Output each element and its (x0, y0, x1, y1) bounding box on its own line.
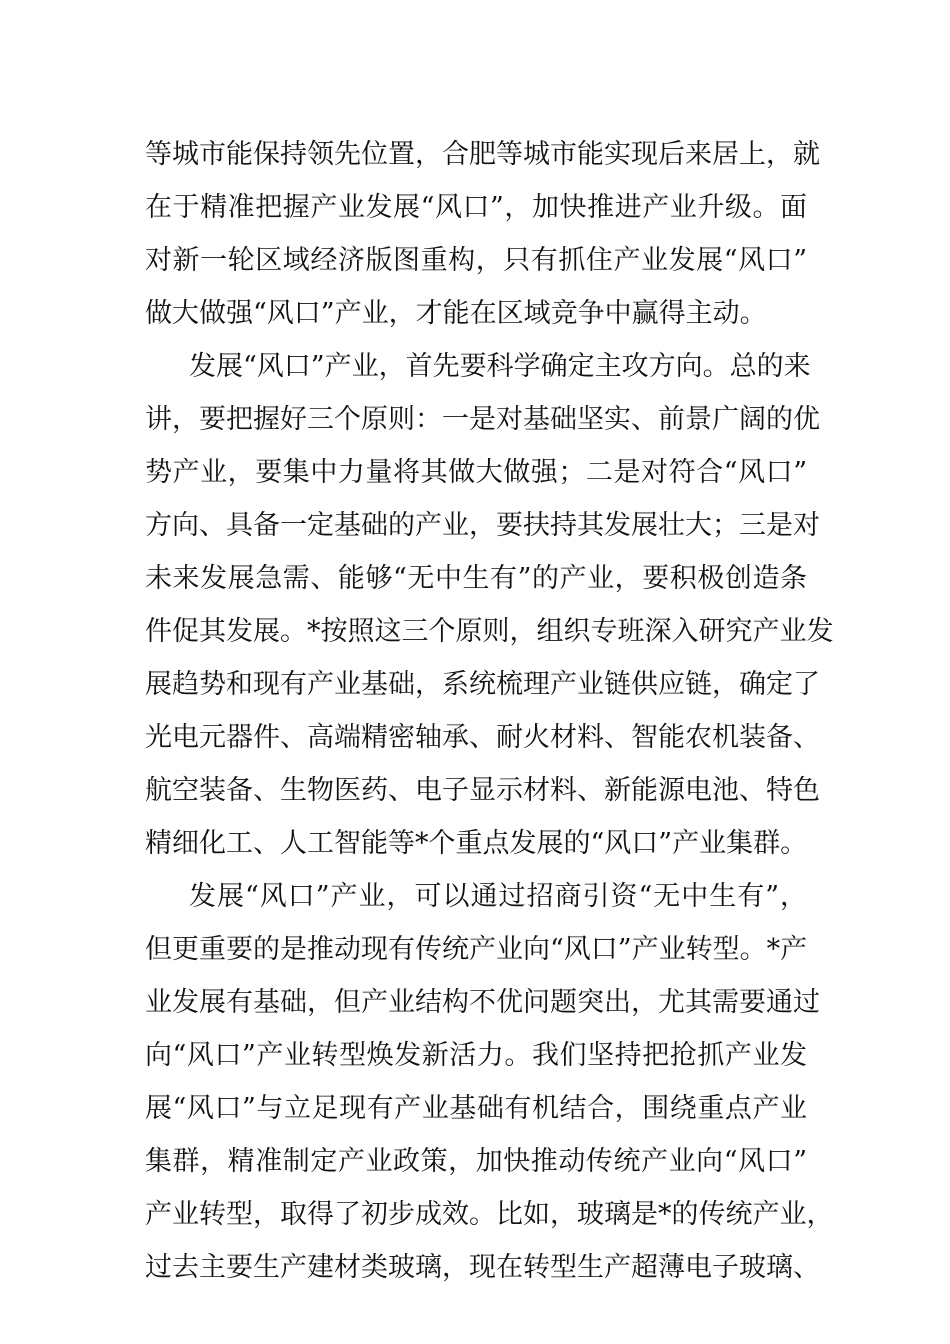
text-line: 集群，精准制定产业政策，加快推动传统产业向“风口” (145, 1146, 807, 1177)
text-line: 方向、具备一定基础的产业，要扶持其发展壮大；三是对 (145, 510, 820, 541)
text-line: 势产业，要集中力量将其做大做强；二是对符合“风口” (145, 457, 807, 488)
text-line: 光电元器件、高端精密轴承、耐火材料、智能农机装备、 (145, 722, 820, 753)
text-line: 向“风口”产业转型焕发新活力。我们坚持把抢抓产业发 (145, 1040, 807, 1071)
text-line: 讲，要把握好三个原则：一是对基础坚实、前景广阔的优 (145, 404, 820, 435)
paragraph-3 (145, 870, 834, 1294)
text-line: 精细化工、人工智能等*个重点发展的“风口”产业集群。 (145, 828, 808, 859)
text-line: 做大做强“风口”产业，才能在区域竞争中赢得主动。 (145, 298, 767, 329)
text-line: 在于精准把握产业发展“风口”，加快推进产业升级。面 (145, 192, 807, 223)
text-line: 展趋势和现有产业基础，系统梳理产业链供应链，确定了 (145, 669, 820, 700)
text-line: 产业转型，取得了初步成效。比如，玻璃是*的传统产业， (145, 1199, 834, 1230)
text-line: 过去主要生产建材类玻璃，现在转型生产超薄电子玻璃、 (145, 1252, 820, 1283)
text-line: 对新一轮区域经济版图重构，只有抓住产业发展“风口” (145, 245, 807, 276)
text-line: 发展“风口”产业，首先要科学确定主攻方向。总的来 (189, 351, 811, 382)
text-line: 业发展有基础，但产业结构不优问题突出，尤其需要通过 (145, 987, 820, 1018)
text-line: 航空装备、生物医药、电子显示材料、新能源电池、特色 (145, 775, 820, 806)
paragraph-1 (145, 128, 820, 340)
text-line: 但更重要的是推动现有传统产业向“风口”产业转型。*产 (145, 934, 808, 965)
text-line: 等城市能保持领先位置，合肥等城市能实现后来居上，就 (145, 139, 820, 170)
text-line: 发展“风口”产业，可以通过招商引资“无中生有”， (189, 881, 807, 912)
text-line: 未来发展急需、能够“无中生有”的产业，要积极创造条 (145, 563, 807, 594)
document-page (145, 128, 834, 1294)
text-line: 件促其发展。*按照这三个原则，组织专班深入研究产业发 (145, 616, 834, 647)
paragraph-2 (145, 340, 834, 870)
text-line: 展“风口”与立足现有产业基础有机结合，围绕重点产业 (145, 1093, 807, 1124)
